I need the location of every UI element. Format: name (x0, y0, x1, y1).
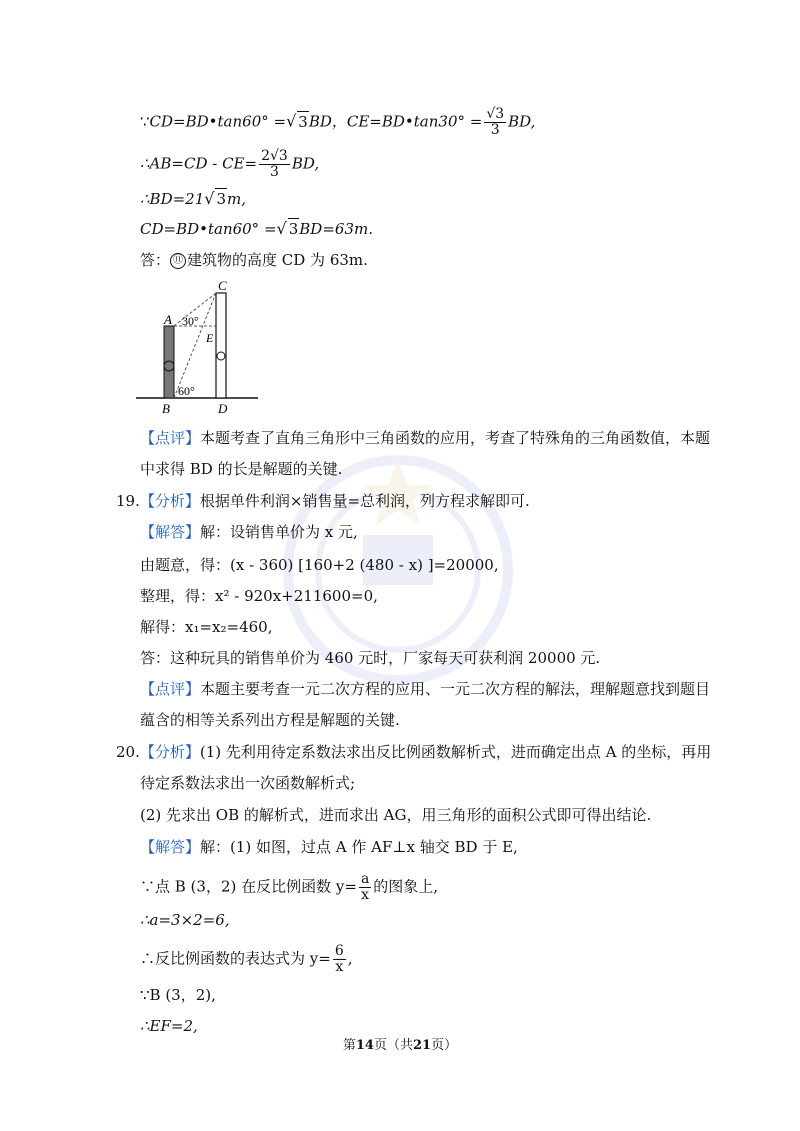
right-building (216, 293, 226, 398)
fraction: $\frac{√3}{3}$ (486, 106, 505, 138)
q19-step-1: 由题意，得：(x - 360) [160+2 (480 - x) ]=20000, (140, 556, 499, 574)
q19-analysis: 19.【分析】根据单件利润×销售量=总利润，列方程求解即可. (116, 492, 530, 510)
q19-step-2: 整理，得：x² - 920x+211600=0, (140, 587, 378, 605)
q19-answer: 【解答】解：设销售单价为 x 元, (140, 523, 358, 541)
answer-tag: 【解答】 (140, 523, 201, 541)
analysis-tag: 【分析】 (139, 743, 200, 761)
q20-answer: 【解答】解：(1) 如图，过点 A 作 AF⊥x 轴交 BD 于 E, (140, 838, 518, 856)
fraction: $\frac{2√3}{3}$ (261, 148, 288, 180)
label-B: B (162, 401, 170, 416)
angle-30-label: 30° (182, 314, 199, 328)
solution-line-4: CD=BD•tan60° =√ 3BD=63m. (140, 219, 373, 238)
comment-tag: 【点评】 (140, 680, 201, 698)
page-footer: 第14页（共21页） (342, 1038, 458, 1053)
solution-line-2: ∴AB=CD - CE= $\frac{2√3}{3}$ BD, (140, 148, 320, 180)
solution-answer-line: 答： ⑪ 建筑物的高度 CD 为 63m. (140, 251, 368, 269)
q20-step-4: ∵B (3，2), (140, 986, 216, 1004)
answer-tag: 【解答】 (140, 838, 201, 856)
angle-60-label: 60° (178, 384, 195, 398)
label-D: D (218, 401, 228, 416)
analysis-tag: 【分析】 (139, 492, 200, 510)
label-E: E (206, 331, 214, 345)
q20-analysis-line-1: 20.【分析】(1) 先利用待定系数法求出反比例函数解析式，进而确定出点 A 的坐标，再用 (116, 743, 712, 761)
q20-step-2: ∴a=3×2=6, (140, 911, 230, 929)
label-C: C (218, 278, 227, 293)
q19-step-3: 解得：x₁=x₂=460, (140, 618, 273, 636)
q19-comment-line-2: 蕴含的相等关系列出方程是解题的关键. (140, 711, 400, 729)
question-number: 19. (116, 492, 140, 510)
q20-analysis-line-2: 待定系数法求出一次函数解析式; (140, 774, 356, 792)
fraction: $\frac{6}{x}$ (334, 943, 344, 975)
label-A: A (164, 312, 172, 327)
page-total: 21 (413, 1038, 432, 1053)
q20-step-1: ∵点 B (3，2) 在反比例函数 y= $\frac{a}{x}$ 的图象上, (140, 871, 439, 903)
solution-line-3: ∴BD=21√ 3m, (140, 189, 246, 208)
q20-analysis-line-3: (2) 先求出 OB 的解析式，进而求出 AG，用三角形的面积公式即可得出结论. (140, 806, 652, 824)
circled-number: ⑪ (170, 253, 186, 269)
q20-step-3: ∴反比例函数的表达式为 y= $\frac{6}{x}$ , (140, 943, 353, 975)
q18-comment-line-1: 【点评】本题考查了直角三角形中三角函数的应用，考查了特殊角的三角函数值，本题 (140, 429, 711, 447)
q20-step-5: ∴EF=2, (140, 1017, 198, 1035)
page-number: 14 (355, 1038, 374, 1053)
q19-conclusion: 答：这种玩具的销售单价为 460 元时，厂家每天可获利润 20000 元. (140, 649, 601, 667)
comment-tag: 【点评】 (140, 429, 201, 447)
building-diagram (136, 278, 266, 418)
q18-comment-line-2: 中求得 BD 的长是解题的关键. (140, 460, 343, 478)
q19-comment-line-1: 【点评】本题主要考查一元二次方程的应用、一元二次方程的解法，理解题意找到题目 (140, 680, 711, 698)
question-number: 20. (116, 743, 140, 761)
solution-line-1: ∵CD=BD•tan60° =√ 3BD，CE=BD•tan30° = $\frac{√3}{3}$ BD, (140, 106, 536, 138)
fraction: $\frac{a}{x}$ (360, 871, 370, 903)
